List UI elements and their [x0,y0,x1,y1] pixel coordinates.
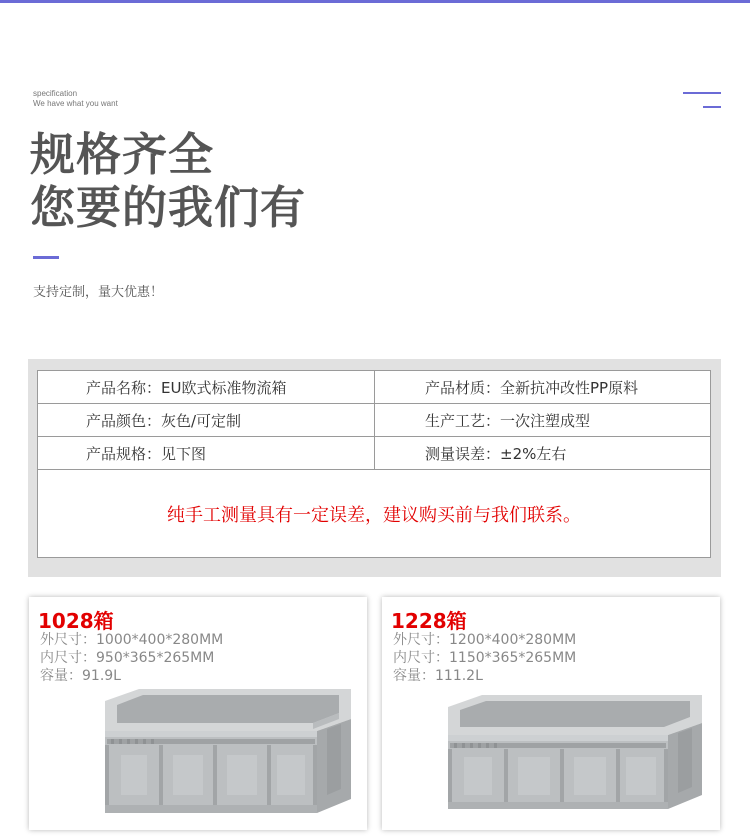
menu-icon-line-bottom [703,106,721,108]
spec-process: 生产工艺：一次注塑成型 [375,404,711,437]
title-line-1: 规格齐全 [30,128,215,181]
spec-material: 产品材质：全新抗冲改性PP原料 [375,371,711,404]
spec-product-name: 产品名称：EU欧式标准物流箱 [38,371,375,404]
page-title [30,128,306,234]
crate-image [444,695,704,810]
product-inner-size: 内尺寸：950*365*265MM [40,650,215,666]
top-accent-line [0,0,750,3]
spec-subtitle-line2: We have what you want [33,99,118,108]
product-card-1228[interactable] [382,597,720,830]
menu-icon[interactable] [683,92,723,112]
menu-icon-line-top [683,92,721,94]
product-capacity: 容量：111.2L [393,668,483,684]
accent-bar [33,256,59,259]
product-specs [393,631,576,685]
spec-row [38,371,711,404]
tagline: 支持定制，量大优惠！ [33,285,164,300]
spec-color: 产品颜色：灰色/可定制 [38,404,375,437]
spec-row [38,404,711,437]
spec-table [37,370,711,558]
spec-subtitle-line1: specification [33,89,78,98]
spec-panel [28,359,721,577]
spec-error: 测量误差：±2%左右 [375,437,711,470]
crate-image [101,689,353,814]
product-capacity: 容量：91.9L [40,668,121,684]
spec-row [38,437,711,470]
product-card-1028[interactable] [29,597,367,830]
product-outer-size: 外尺寸：1200*400*280MM [393,632,577,648]
product-title: 1028箱 [38,609,114,633]
product-specs [40,631,223,685]
spec-note-row [38,470,711,558]
spec-subtitle [33,89,118,109]
title-line-2: 您要的我们有 [30,181,307,234]
spec-note: 纯手工测量具有一定误差，建议购买前与我们联系。 [38,470,711,558]
product-title: 1228箱 [391,609,467,633]
spec-size: 产品规格：见下图 [38,437,375,470]
product-inner-size: 内尺寸：1150*365*265MM [393,650,577,666]
product-outer-size: 外尺寸：1000*400*280MM [40,632,224,648]
